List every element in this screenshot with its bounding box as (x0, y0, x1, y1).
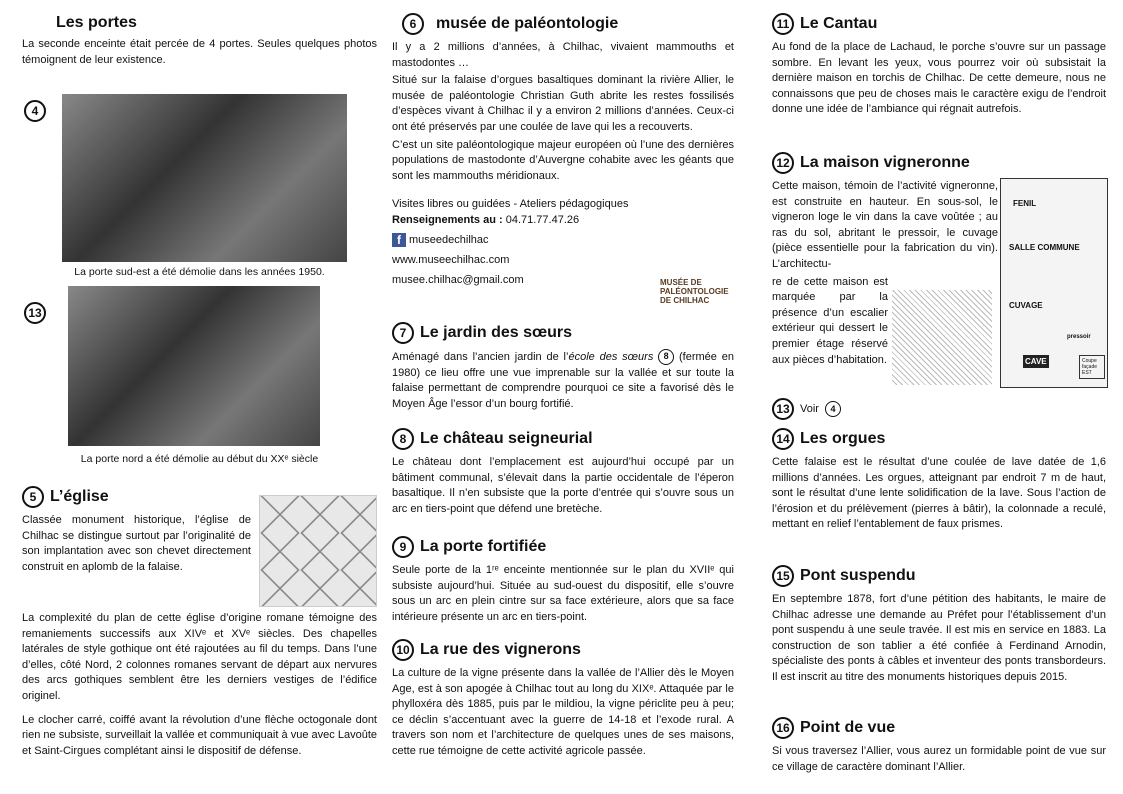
label-cuvage: CUVAGE (1009, 301, 1043, 310)
website-link[interactable]: www.museechilhac.com (392, 254, 510, 267)
voir-label: Voir (800, 403, 819, 415)
section-text: Au fond de la place de Lachaud, le porche s’ouvre sur un passage sombre. En levant les yeux, vous pourrez voir où subsistait la dernière maison en torchis de Chilhac. De cette demeure, nous ne connaissons que peu de choses mais le caractère exigu de l’endroit donne une idée de l’ambiance qui régnait autrefois. (772, 41, 1106, 116)
house-cross-section (1000, 178, 1108, 388)
section-text: Situé sur la falaise d’orgues basaltiques dominant la rivière Allier, le musée de paléontologie Christian Guth abrite les restes fossilisés d’espèces vivant à Chilhac il y a environ 2 millions d’années. Ceux-ci ont été préservés par une coulée de lave qui les a recouverts. (392, 74, 734, 133)
section-cantau (772, 13, 1106, 120)
section-text: Cette maison, témoin de l’activité vigneronne, est construite en hauteur. En sous-sol, le vigneron loge le vin dans la cave voûtée ; au ras du sol, abritant le pressoir, le cuvage (pièce essentielle pour la fabrication du vin). L’architectu- (772, 180, 998, 270)
section-porte-fortifiee (392, 536, 734, 627)
section-text: En septembre 1878, fort d’une pétition des habitants, le maire de Chilhac adresse une demande au Préfet pour l’établissement d’un pont suspendu à une seule travée. Il est mis en service en 1883. La construction de son tablier a été confiée à Ferdinand Arnodin, spécialiste des ponts à câbles et inventeur des ponts transbordeurs. Il est inscrit au titre des monuments historiques depuis 2015. (772, 593, 1106, 683)
section-text: Si vous traversez l’Allier, vous aurez un formidable point de vue sur ce village de caractère dominant l’Allier. (772, 745, 1106, 773)
title-text: La maison vigneronne (800, 154, 970, 171)
section-title (392, 428, 734, 450)
section-text: Cette falaise est le résultat d’une coulée de lave datée de 1,6 millions d’années. Les orgues, atteignant par endroit 7 m de haut, sont le résultat d’une lente solidification de la lave. Sous l’action de l’érosion et du prélèvement (pierres à bâtir), la colonnade a reculé, mettant en relief l’entablement de faux prismes. (772, 456, 1106, 531)
section-text: C’est un site paléontologique majeur européen où l’une des dernières populations de mastodonte d’Auvergne cohabite avec les géants que sont les mammouths méridionaux. (392, 138, 734, 182)
house-sketch (892, 290, 992, 385)
title-text: La porte fortifiée (420, 538, 547, 555)
title-text: Pont suspendu (800, 567, 916, 584)
marker-ref-4: 4 (825, 401, 841, 417)
title-text: Point de vue (800, 719, 896, 736)
title-text: Le jardin des sœurs (420, 324, 573, 341)
email-link[interactable]: musee.chilhac@gmail.com (392, 274, 524, 287)
section-title (392, 639, 734, 661)
marker-5: 5 (22, 486, 44, 508)
title-text: musée de paléontologie (436, 15, 619, 32)
photo-porte-sud-est (62, 94, 347, 262)
label-pressoir: pressoir (1067, 334, 1091, 340)
section-title (772, 428, 1106, 450)
section-text: La seconde enceinte était percée de 4 portes. Seules quelques photos témoignent de leur existence. (22, 38, 377, 66)
title-text: Le Cantau (800, 15, 878, 32)
photo-porte-nord (68, 286, 320, 446)
section-orgues (772, 428, 1106, 535)
section-text: re de cette maison est marquée par la présence d’un escalier extérieur qui dessert le premier étage réservé aux pièces d’habitation. (772, 275, 888, 366)
section-text: Le château dont l’emplacement est aujourd’hui occupé par un bâtiment communal, s’élevait dans la partie occidentale de l’éperon basaltique. Il n’en subsiste que la porte d’entrée qui s’ouvre sous un arc en tiers-point que défend une bretèche. (392, 456, 734, 515)
marker-ref-8: 8 (658, 349, 674, 365)
section-title (392, 13, 734, 35)
section-musee (392, 13, 734, 305)
label-coupe: Coupe façade EST (1079, 355, 1105, 379)
section-vignerons (392, 639, 734, 762)
text-emphasis: école des sœurs (568, 350, 654, 363)
title-text: La rue des vignerons (420, 641, 581, 658)
marker-10: 10 (392, 639, 414, 661)
photo-caption: La porte nord a été démolie au début du XXᵉ siècle (80, 453, 319, 465)
title-text: L’église (50, 488, 109, 505)
marker-12: 12 (772, 152, 794, 174)
marker-11: 11 (772, 13, 794, 35)
section-point-de-vue (772, 717, 1106, 777)
section-text: La complexité du plan de cette église d’origine romane témoigne des remaniements successifs aux XIVᵉ et XVᵉ siècles. Des chapelles latérales de style gothique ont été rajoutées au fil du temps. Dans l’une d’elles, côté Nord, 2 colonnes romanes servant de départ aux nervures des arcs gothiques semblent être les derniers vestiges de l’édifice originel. (22, 612, 377, 702)
section-title (772, 565, 1106, 587)
section-text (392, 349, 734, 412)
section-text: Classée monument historique, l’église de Chilhac se distingue surtout par l’originalité de son implantation avec son chevet directement construit en aplomb de la falaise. (22, 514, 251, 573)
marker-9: 9 (392, 536, 414, 558)
title-text: Le château seigneurial (420, 430, 593, 447)
facebook-icon[interactable]: f (392, 233, 406, 247)
photo-caption: La porte sud-est a été démolie dans les années 1950. (74, 266, 325, 278)
marker-4: 4 (24, 100, 46, 122)
church-plan-image (259, 495, 377, 607)
section-eglise (22, 486, 377, 761)
phone-number: 04.71.77.47.26 (505, 214, 580, 227)
marker-13: 13 (24, 302, 46, 324)
section-portes (22, 14, 377, 70)
marker-13: 13 (772, 398, 794, 420)
visits-text: Visites libres ou guidées - Ateliers pédagogiques (392, 198, 629, 211)
section-title (392, 322, 734, 344)
marker-6: 6 (402, 13, 424, 35)
marker-8: 8 (392, 428, 414, 450)
section-title (772, 13, 1106, 35)
section-text: Seule porte de la 1ʳᵉ enceinte mentionnée sur le plan du XVIIᵉ qui subsiste aujourd’hui. Située au sud-ouest du dispositif, elle s’ouvre sous un arc en plein cintre sur sa face extérieure, alors que sa face intérieure présente un arc en tiers-point. (392, 564, 734, 623)
marker-14: 14 (772, 428, 794, 450)
marker-16: 16 (772, 717, 794, 739)
text-part: (fermée en 1980) ce lieu offre une vue imprenable sur la vallée et sur toute la falaise permettant de comprendre pourquoi ce site a favorisé dès le Moyen Âge l’essor d’un bourg fortifié. (392, 350, 734, 410)
section-title (772, 717, 1106, 739)
section-pont (772, 565, 1106, 688)
section-jardin (392, 322, 734, 414)
section-title (772, 152, 1106, 174)
facebook-link[interactable]: museedechilhac (409, 234, 489, 247)
label-fenil: FENIL (1013, 199, 1037, 208)
section-chateau (392, 428, 734, 519)
section-text: Il y a 2 millions d’années, à Chilhac, vivaient mammouths et mastodontes … (392, 41, 734, 69)
section-title: Les portes (56, 14, 137, 31)
marker-15: 15 (772, 565, 794, 587)
section-title (392, 536, 734, 558)
section-text: Le clocher carré, coiffé avant la révolution d’une flèche octogonale dont rien ne subsiste, surveillait la vallée et communiquait à vue avec Lavoûte et Saint-Cirgues complétant ainsi le dispositif de défense. (22, 713, 377, 757)
title-text: Les orgues (800, 430, 886, 447)
section-maison (772, 152, 1106, 376)
museum-logo: MUSÉE DE PALÉONTOLOGIE DE CHILHAC (660, 278, 729, 305)
label-cave: CAVE (1025, 357, 1047, 366)
section-text: La culture de la vigne présente dans la vallée de l’Allier dès le Moyen Age, est à son apogée à Chilhac tout au long du XIXᵉ. Attaquée par le phylloxéra dès 1885, puis par le mildiou, la vigne périclite peu à peu; ce déclin s’accentuant avec la guerre de 14-18 et l’exode rural. A travers son nom et l’architecture de quelques unes de ses maisons, cette rue témoigne de cette activité agricole passée. (392, 667, 734, 757)
marker-7: 7 (392, 322, 414, 344)
text-part: Aménagé dans l’ancien jardin de l’ (392, 350, 569, 363)
label-salle-commune: SALLE COMMUNE (1009, 243, 1080, 252)
voir-reference (772, 398, 1106, 420)
info-label: Renseignements au : (392, 214, 503, 227)
